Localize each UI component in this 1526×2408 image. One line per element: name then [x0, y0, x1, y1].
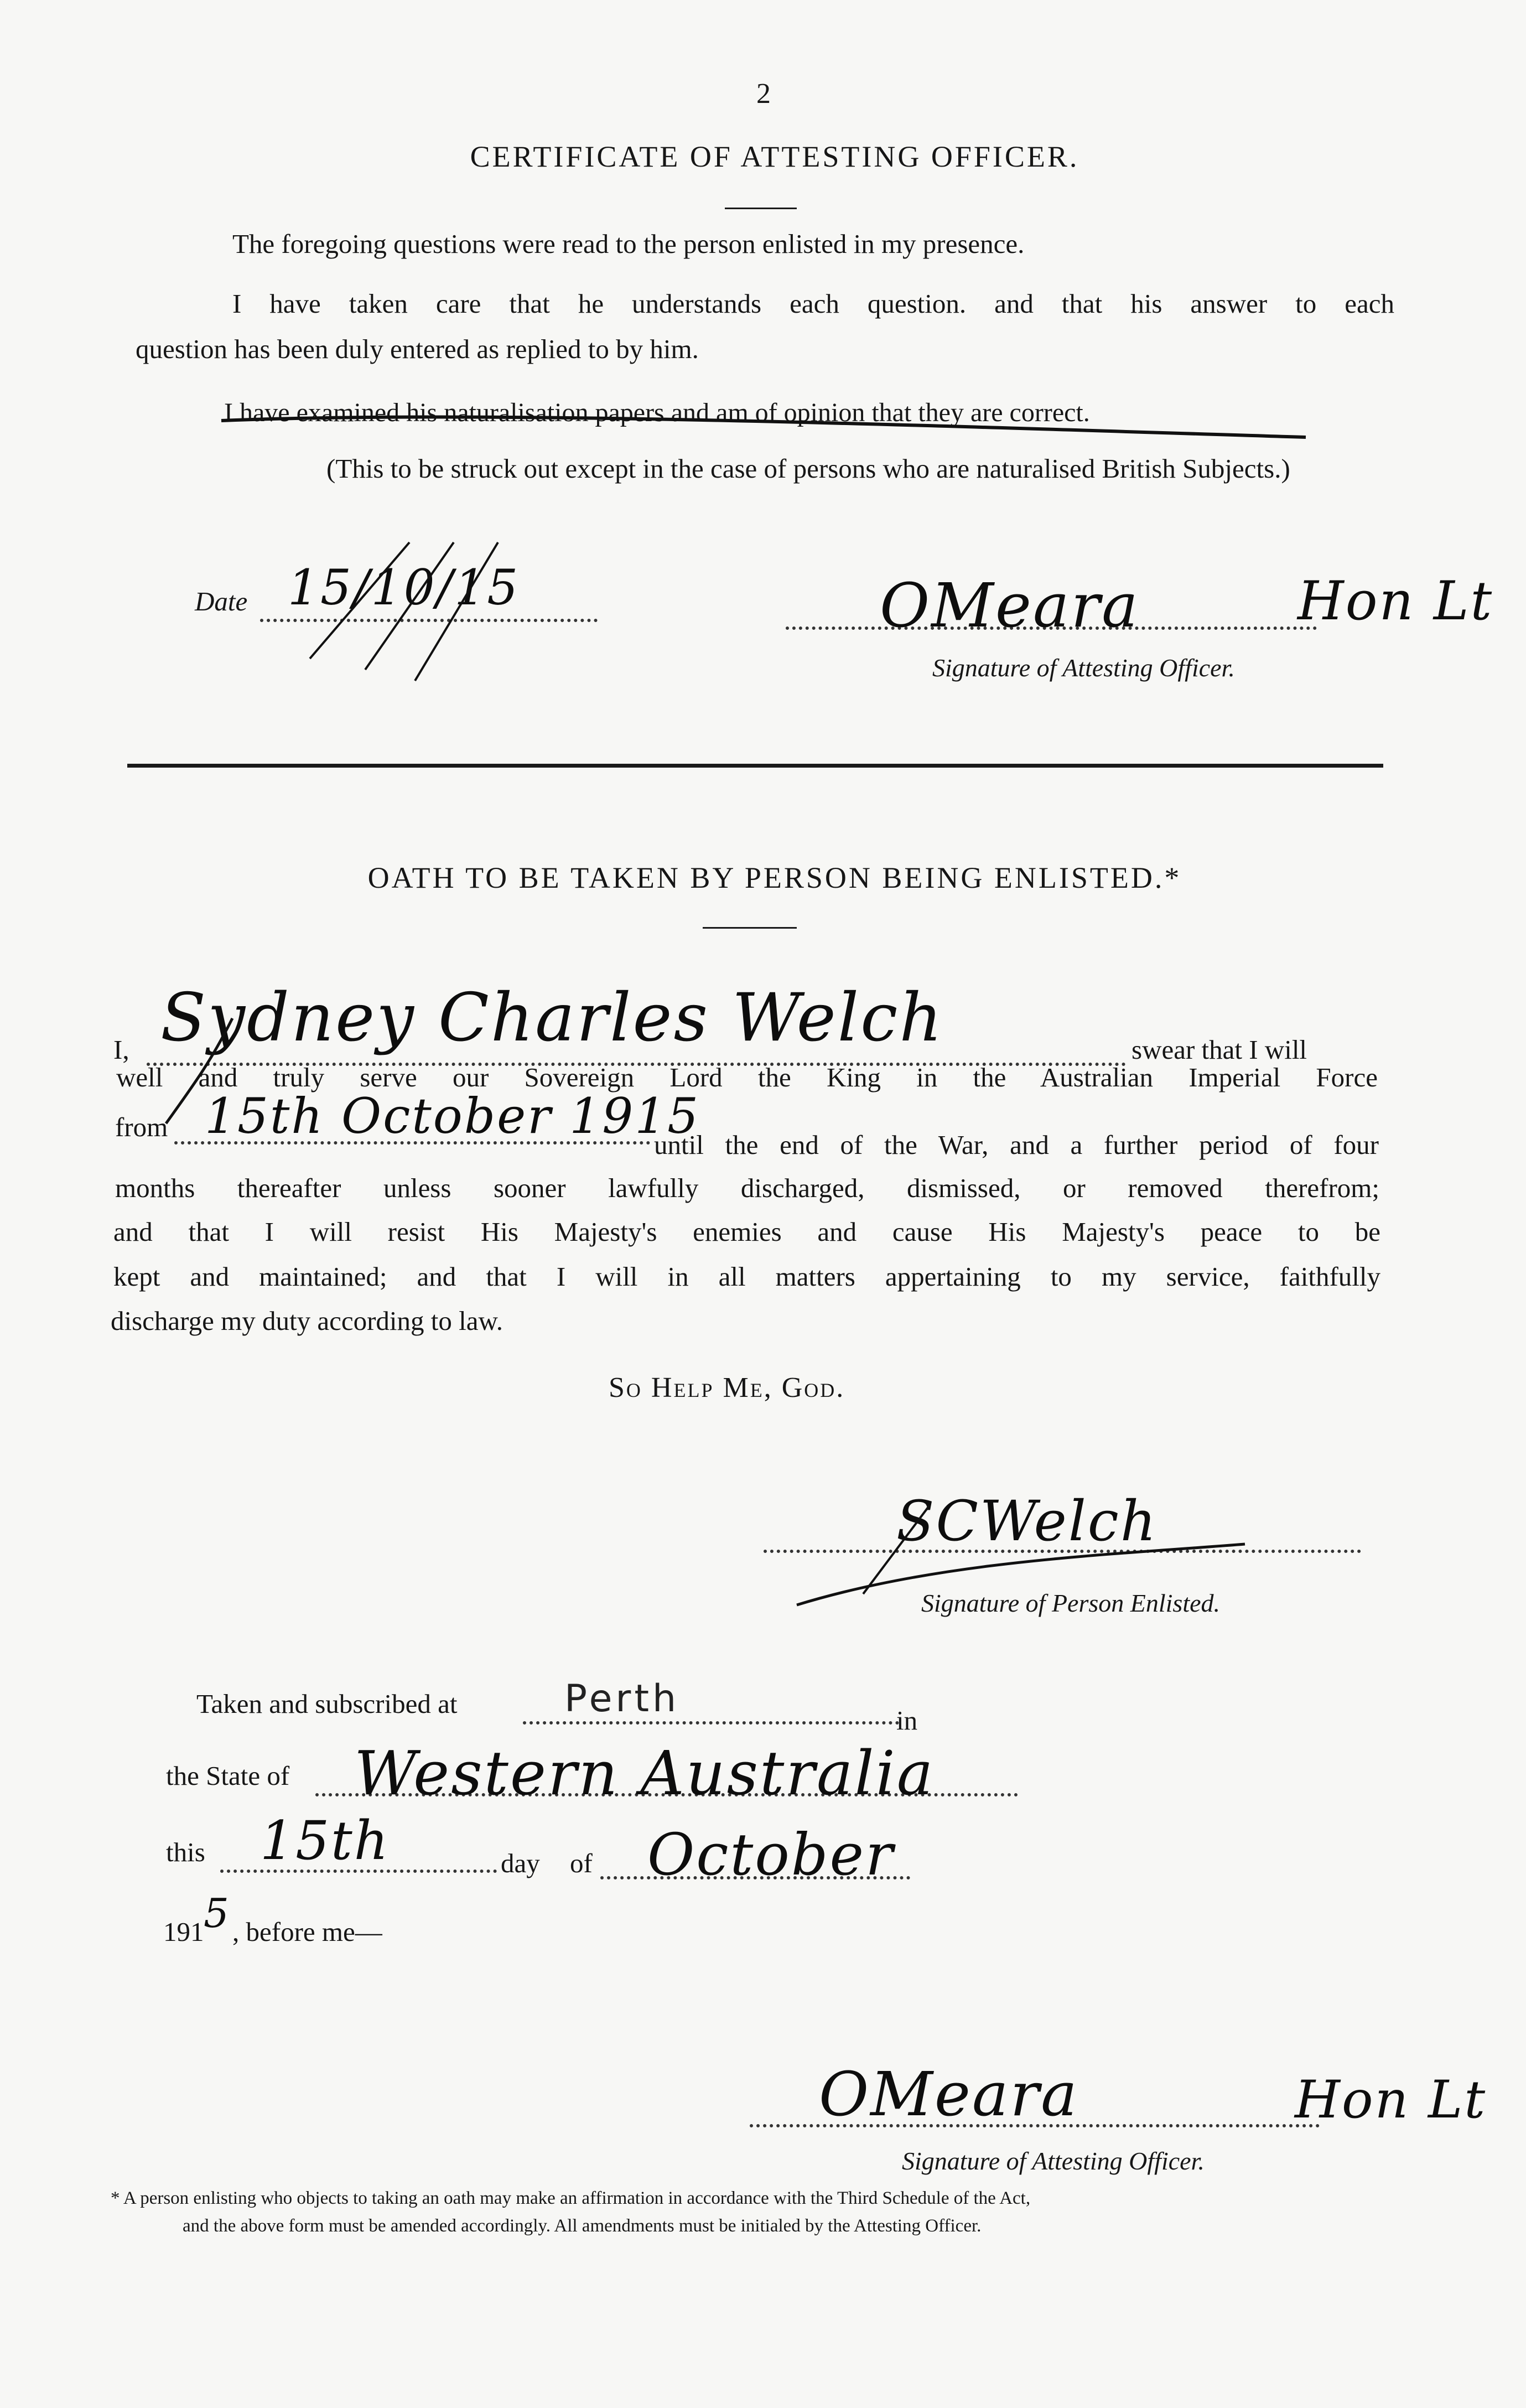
page-number: 2: [756, 78, 771, 110]
date-slash-3: [415, 542, 498, 681]
footnote-line1: * A person enlisting who objects to taking an oath may make an affirmation in accordance with the Third Schedule of the Act,: [111, 2188, 1031, 2208]
enlisted-signature-underline: [797, 1544, 1245, 1605]
naturalisation-note: (This to be struck out except in the case of persons who are naturalised British Subjects.): [326, 453, 1290, 484]
officer2-rank: Hon Lt: [1295, 2070, 1487, 2130]
oath-line3-suffix: until the end of the War, and a further period of four: [654, 1130, 1379, 1160]
officer-signature: OMeara: [880, 570, 1140, 641]
naturalisation-struck-line: I have examined his naturalisation papers and am of opinion that they are correct.: [224, 398, 1090, 427]
in-label: in: [896, 1705, 918, 1736]
this-label: this: [166, 1837, 205, 1867]
certificate-para1: The foregoing questions were read to the person enlisted in my presence.: [232, 229, 1025, 259]
oath-line2: well and truly serve our Sovereign Lord the King in the Australian Imperial Force: [116, 1062, 1378, 1092]
date-label: Date: [195, 586, 248, 617]
officer-signature-caption: Signature of Attesting Officer.: [932, 654, 1235, 682]
officer2-signature: OMeara: [819, 2059, 1079, 2130]
certificate-title: CERTIFICATE OF ATTESTING OFFICER.: [470, 140, 1079, 173]
place-value: Perth: [564, 1677, 680, 1721]
oath-prefix-i: I,: [113, 1034, 129, 1065]
officer-rank: Hon Lt: [1297, 570, 1494, 632]
state-value-handwritten: Western Australia: [354, 1738, 935, 1809]
enlisted-signature-caption: Signature of Person Enlisted.: [921, 1589, 1221, 1617]
footnote-line2: and the above form must be amended accordingly. All amendments must be initialed by the Attesting Officer.: [183, 2216, 982, 2236]
month-value-handwritten: October: [647, 1821, 895, 1888]
oath-line6: kept and maintained; and that I will in all matters appertaining to my service, faithfully: [113, 1261, 1380, 1292]
certificate-para2-line2: question has been duly entered as replied to by him.: [136, 334, 699, 364]
taken-subscribed-label: Taken and subscribed at: [196, 1689, 458, 1719]
date-slash-1: [310, 542, 409, 659]
strike-through-stroke: [221, 417, 1306, 437]
from-date-handwritten: 15th October 1915: [205, 1088, 700, 1145]
oath-line7: discharge my duty according to law.: [111, 1306, 503, 1336]
date-slash-2: [365, 542, 454, 670]
oath-line4: months thereafter unless sooner lawfully discharged, dismissed, or removed therefrom;: [115, 1173, 1379, 1203]
day-value-handwritten: 15th: [260, 1810, 390, 1872]
oath-title: OATH TO BE TAKEN BY PERSON BEING ENLISTED.*: [367, 861, 1182, 894]
oath-from-label: from: [115, 1112, 168, 1142]
oath-closing: So Help Me, God.: [609, 1372, 845, 1404]
enlistee-name-handwritten: Sydney Charles Welch: [160, 980, 944, 1057]
officer2-signature-caption: Signature of Attesting Officer.: [902, 2147, 1205, 2175]
year-value-handwritten: 5: [204, 1890, 231, 1936]
of-label: of: [570, 1848, 593, 1878]
day-label: day: [501, 1848, 540, 1878]
state-label: the State of: [166, 1760, 290, 1791]
year-prefix: 191: [163, 1917, 204, 1947]
certificate-para2-line1: I have taken care that he understands each question. and that his answer to each: [232, 288, 1394, 319]
oath-line5: and that I will resist His Majesty's enemies and cause His Majesty's peace to be: [113, 1216, 1380, 1247]
oath-line1-suffix: swear that I will: [1131, 1034, 1307, 1065]
name-flourish: [166, 1018, 232, 1123]
enlisted-signature: SCWelch: [896, 1489, 1158, 1553]
before-me-label: , before me—: [232, 1917, 382, 1947]
date-handwritten: 15/10/15: [288, 559, 520, 616]
